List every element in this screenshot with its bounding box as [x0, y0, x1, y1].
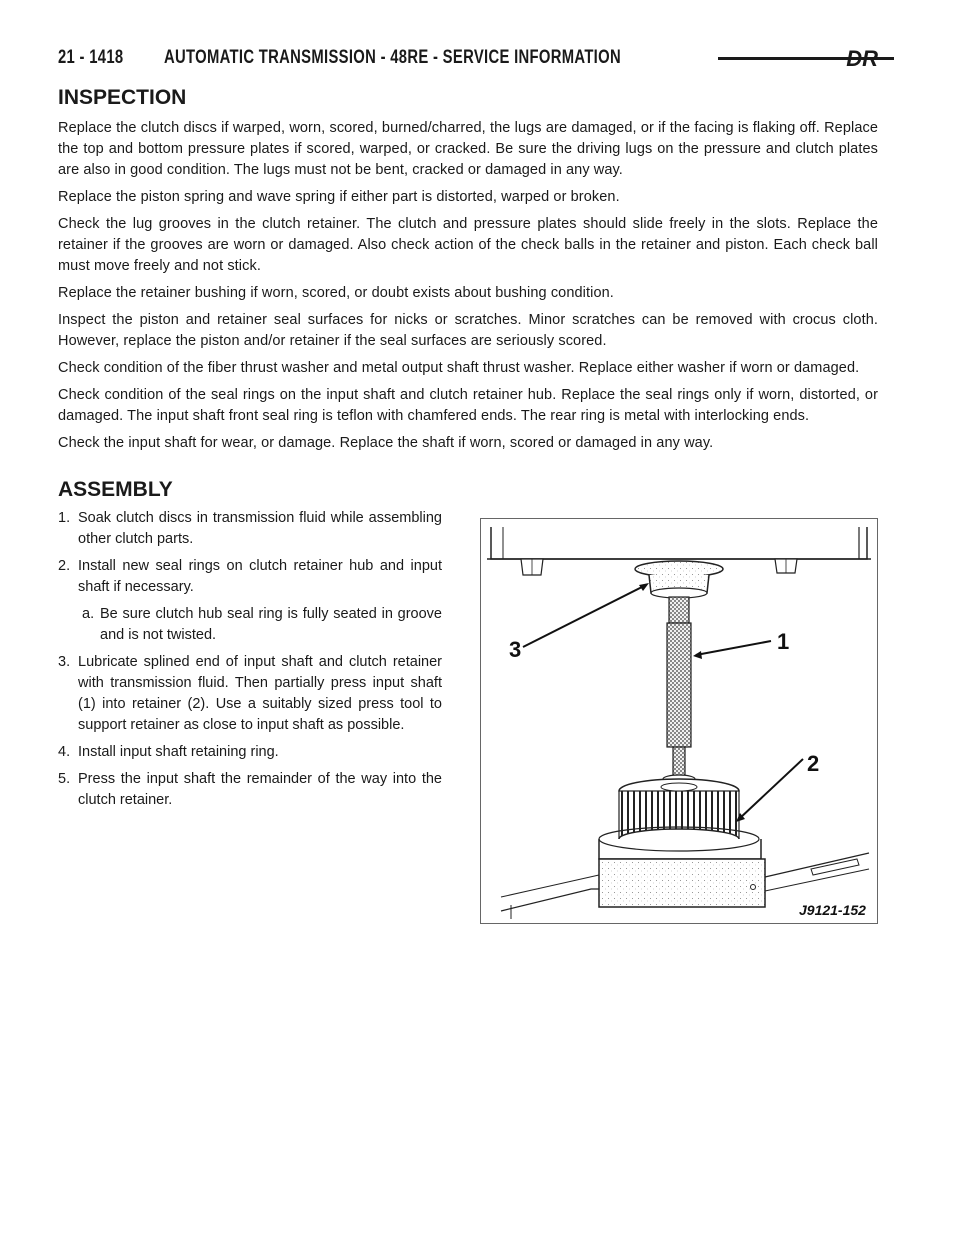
- model-code: DR: [846, 46, 878, 71]
- step-number: 4.: [58, 744, 71, 760]
- inspection-paragraph: Check condition of the seal rings on the input shaft and clutch retainer hub. Replace the seal rings only if worn, distorted, or damaged. The input shaft front seal ring is teflon with chamfered ends. The rear ring is metal with interlocking ends.: [58, 387, 878, 424]
- input-shaft-press-figure: [480, 518, 878, 924]
- press-ram: [487, 527, 871, 559]
- assembly-heading: ASSEMBLY: [58, 478, 173, 501]
- input-shaft: [663, 597, 695, 783]
- inspection-paragraph: Replace the clutch discs if warped, worn, scored, burned/charred, the lugs are damaged, or if the facing is flaking off. Replace the top and bottom pressure plates if scored, warped, or cracked. Be sure the driving lugs on the pressure and clutch plates are also in good condition. The lugs must not be bent, cracked or damaged in any way.: [58, 120, 878, 178]
- assembly-step: [58, 556, 442, 598]
- step-text: Install input shaft retaining ring.: [78, 744, 279, 760]
- callout-2: 2: [807, 751, 820, 776]
- step-text: Press the input shaft the remainder of the way into the clutch retainer.: [78, 771, 442, 808]
- callout-3: 3: [509, 637, 522, 662]
- clutch-retainer: [619, 779, 739, 849]
- step-text: Be sure clutch hub seal ring is fully seated in groove and is not twisted.: [100, 606, 442, 643]
- inspection-paragraph: Check condition of the fiber thrust washer and metal output shaft thrust washer. Replace either washer if worn or damaged.: [58, 360, 860, 376]
- step-text: Soak clutch discs in transmission fluid while assembling other clutch parts.: [78, 510, 442, 547]
- assembly-step: [58, 742, 442, 763]
- section-title: AUTOMATIC TRANSMISSION - 48RE - SERVICE INFORMATION: [164, 47, 621, 68]
- inspection-paragraph: Check the lug grooves in the clutch retainer. The clutch and pressure plates should slide freely in the slots. Replace the retainer if the grooves are worn or damaged. Also check action of the check balls in the retainer and piston. Each check ball must move freely and not stick.: [58, 216, 878, 274]
- press-tool: [635, 561, 723, 598]
- step-number: 3.: [58, 654, 71, 670]
- assembly-substep: [58, 604, 442, 646]
- page-header: [58, 44, 878, 72]
- step-text: Install new seal rings on clutch retainer hub and input shaft if necessary.: [78, 558, 442, 595]
- step-text: Lubricate splined end of input shaft and clutch retainer with transmission fluid. Then partially press input shaft (1) into retainer (2). Use a suitably sized press tool to support retainer as close to input shaft as possible.: [78, 654, 442, 733]
- step-number: 2.: [58, 558, 71, 574]
- page-number: 21 - 1418: [58, 47, 124, 68]
- inspection-paragraph: Check the input shaft for wear, or damage. Replace the shaft if worn, scored or damaged in any way.: [58, 435, 714, 451]
- support-fixture: [599, 827, 765, 907]
- assembly-step: [58, 652, 442, 736]
- inspection-paragraph: Replace the retainer bushing if worn, scored, or doubt exists about bushing condition.: [58, 285, 614, 301]
- assembly-step: [58, 508, 442, 550]
- inspection-paragraph: Inspect the piston and retainer seal surfaces for nicks or scratches. Minor scratches can be removed with crocus cloth. However, replace the piston and/or retainer if the seal surfaces are seriously scored.: [58, 312, 878, 349]
- callout-1: 1: [777, 629, 790, 654]
- assembly-steps: [58, 508, 442, 817]
- press-illustration: [481, 519, 877, 923]
- inspection-body: [58, 118, 878, 460]
- inspection-paragraph: Replace the piston spring and wave spring if either part is distorted, warped or broken.: [58, 189, 620, 205]
- figure-id: J9121-152: [799, 902, 866, 918]
- step-number: 1.: [58, 510, 71, 526]
- inspection-heading: INSPECTION: [58, 86, 187, 109]
- assembly-step: [58, 769, 442, 811]
- step-number: a.: [82, 606, 95, 622]
- step-number: 5.: [58, 771, 71, 787]
